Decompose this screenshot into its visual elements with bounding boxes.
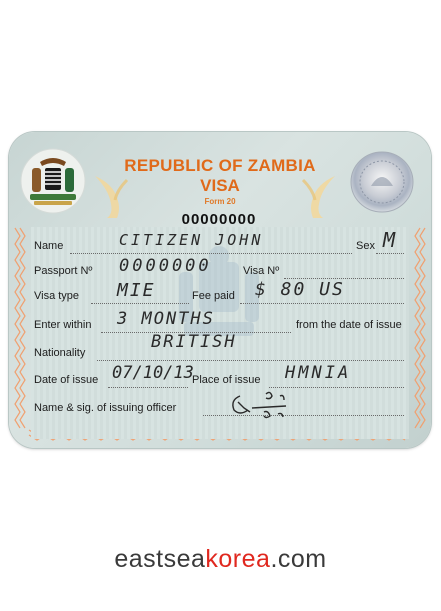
fee-paid-value: $ 80 US [255, 279, 345, 300]
name-label: Name [34, 240, 64, 252]
passport-value: 0000000 [119, 256, 212, 276]
serial-number: 00000000 [181, 211, 257, 228]
officer-signature [226, 386, 296, 420]
passport-label: Passport Nº [34, 265, 93, 277]
visa-number-label: Visa Nº [243, 265, 280, 277]
hologram-seal-icon [349, 150, 415, 214]
date-of-issue-line [108, 387, 188, 388]
visa-type-line [91, 303, 189, 304]
from-date-of-issue-label: from the date of issue [296, 319, 402, 331]
date-of-issue-label: Date of issue [34, 374, 99, 386]
date-of-issue-value: 07/10/13 [112, 363, 194, 383]
nationality-label: Nationality [34, 347, 86, 359]
issuing-officer-label: Name & sig. of issuing officer [34, 402, 177, 414]
sex-line [376, 253, 404, 254]
visa-type-value: MIE [117, 280, 156, 301]
fee-paid-line [240, 303, 404, 304]
nationality-line [97, 360, 404, 361]
visa-title: VISA [200, 176, 240, 195]
visa-title-country: REPUBLIC OF ZAMBIA [124, 156, 316, 175]
nationality-value: BRITISH [151, 332, 237, 352]
form-number: Form 20 [204, 197, 236, 206]
fee-paid-label: Fee paid [192, 290, 235, 302]
sex-value: M [383, 228, 396, 252]
place-of-issue-label: Place of issue [192, 374, 261, 386]
name-line [70, 253, 352, 254]
enter-within-value: 3 MONTHS [117, 309, 215, 329]
visa-type-label: Visa type [34, 290, 80, 302]
coat-of-arms-icon [20, 148, 86, 214]
footer-suffix: .com [270, 545, 327, 573]
footer-middle: korea [205, 545, 271, 573]
enter-within-label: Enter within [34, 319, 92, 331]
website-watermark [0, 545, 441, 574]
footer-prefix: eastsea [114, 545, 206, 573]
sex-label: Sex [356, 240, 375, 252]
visa-card [9, 132, 431, 448]
name-value: CITIZEN JOHN [119, 231, 264, 249]
place-of-issue-value: HMNIA [285, 363, 352, 383]
